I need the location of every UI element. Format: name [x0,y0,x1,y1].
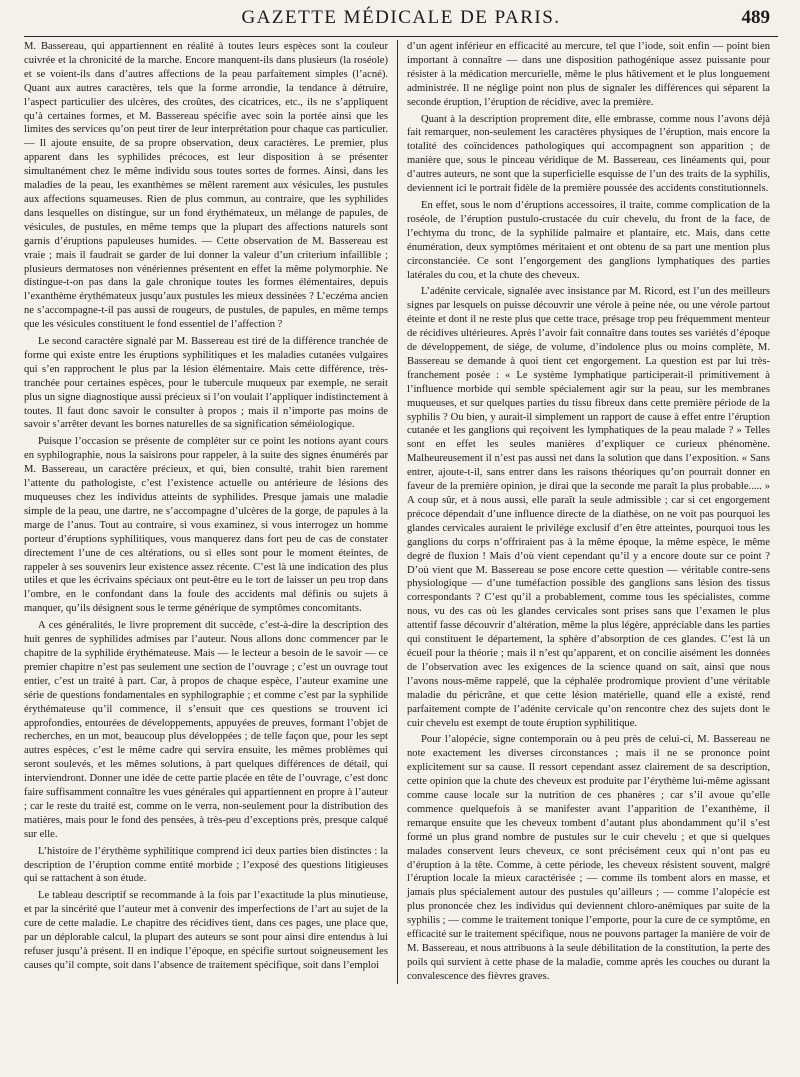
paragraph: Pour l’alopécie, signe contemporain ou à peu près de celui-ci, M. Bassereau ne note exactement les diverses circonstances ; mais il ne se prononce point explicitement sur sa cause. Il ressort cependant assez clairement de sa description, cette opinion que la chute des cheveux est produite par l’érythème lui-même agissant comme cause locale sur la nutrition de ces phanères ; car s’il avoue qu’elle commence quelquefois à se manifester avant l’apparition de l’exanthème, il remarque ensuite que les cheveux tombent d’autant plus abondamment qu’il s’est formé un plus grand nombre de pustules sur le cuir chevelu ; et que si quelques malades conservent leurs cheveux, ce sont précisément ceux qui n’ont pas eu d’éruption à la tête. Comme, à cette période, les cheveux résistent souvent, malgré l’éruption locale la mieux caractérisée ; — comme ils tombent alors en masse, et jamais plus spécialement autour des pustules qu’ailleurs ; — comme l’alopécie est plus prononcée chez les individus qui deviennent chloro-anémiques par suite de la syphilis ; — comme le traitement tonique l’emporte, pour la cure de ce symptôme, en efficacité sur le traitement spécifique, nous ne pouvons partager la manière de voir de M. Bassereau, et nous attribuons à la seule débilitation de la constitution, la perte des poils qui survient à cette phase de la maladie, comme après les couches ou durant la convalescence des fièvres graves. [407,734,770,982]
text-columns [24,40,778,984]
paragraph: Quant à la description proprement dite, elle embrasse, comme nous l’avons déjà fait remarquer, non-seulement les caractères physiques de l’éruption, mais encore la totalité des coïncidences pathologiques qui accompagnent son apparition ; de manière que, sous le pinceau véridique de M. Bassereau, ces linéaments qui, pour d’autres auteurs, ne sont que la superficielle esquisse de l’un des traits de la syphilis, deviennent ici le portrait fidèle de la première poussée des accidents constitutionnels. [407,113,770,195]
paragraph: M. Bassereau, qui appartiennent en réalité à toutes leurs espèces sont la couleur cuivrée et la chronicité de la marche. Encore manquent-ils dans plusieurs (la roséole) et se voient-ils dans d’autres affections de la peau parfaitement simples (l’acné). Quant aux autres caractères, tels que la forme arrondie, la tendance à détruire, l’aspect particulier des ulcères, des croûtes, des cicatrices, etc., ils ne s’appliquent qu’à certaines formes, et M. Bassereau spécifie avec soin la portée ainsi que les limites des services qu’on peut tirer de leur interprétation pour chaque cas particulier. — Il ajoute ensuite, de sa propre observation, deux caractères. Le premier, plus apparent dans les syphilides précoces, est leur disposition à se présenter simultanément chez le même individu sous toutes sortes de formes. Ainsi, dans les maladies de la peau, les exanthèmes se mêlent rarement aux vésicules, les pustules aux affections squameuses. Rien de plus commun, au contraire, que les syphilides dans lesquelles on distingue, sur un fond érythémateux, un mélange de papules, de vésicules, de pustules, en même temps que la plupart des affections naturels sont garnis d’éruptions papuleuses humides. — Cette observation de M. Bassereau est vraie ; mais il faudrait se garder de lui donner la valeur d’un criterium infaillible ; plusieurs dermatoses non vénériennes présentent en effet la même polymorphie. Ne distingue-t-on pas dans la gale chronique toutes les formes élémentaires, depuis l’exanthème érythémateux jusqu’aux pustules les mieux dessinées ? L’eczéma ancien ne s’accompagne-t-il pas aussi de rougeurs, de pustules, de papules, en même temps que les vésicules constituent le fond essentiel de l’affection ? [24,41,388,331]
right-column [397,40,770,984]
left-column [24,40,397,984]
masthead [24,0,778,37]
running-title: GAZETTE MÉDICALE DE PARIS. [241,7,561,28]
paragraph: d’un agent inférieur en efficacité au mercure, tel que l’iode, soit enfin — point bien important à connaître — dans une disposition pathogénique assez puissante pour résister à la médication mercurielle, même le plus hâtivement et le plus longuement administrée. Il ne néglige point non plus de signaler les différences qui séparent la seconde éruption, l’éruption de récidive, avec la première. [407,41,770,108]
page-number: 489 [741,7,770,28]
paragraph: Le tableau descriptif se recommande à la fois par l’exactitude la plus minutieuse, et par la sincérité que l’auteur met à convenir des imperfections de l’art au sujet de la cure de cette maladie. Le chapitre des récidives tient, dans ces pages, une place que, par un déplorable calcul, la plupart des auteurs se sont pour ainsi dire entendus à lui refuser jusqu’à présent. Il en indique l’époque, en spécifie surtout soigneusement les causes qu’il compte, soit dans l’absence de traitement spécifique, soit dans l’emploi [24,890,388,971]
paragraph: L’histoire de l’érythème syphilitique comprend ici deux parties bien distinctes : la description de l’éruption comme entité morbide ; l’exposé des questions litigieuses qui se rattachent à son étude. [24,845,388,885]
paragraph: L’adénite cervicale, signalée avec insistance par M. Ricord, est l’un des meilleurs signes par lesquels on puisse découvrir une vérole à peine née, ou une vérole partout éteinte et dont il ne reste plus que cette trace, présage trop peu fréquemment menteur de récidives ultérieures. Après l’avoir fait connaître dans toutes ses variétés d’époque de développement, de siége, de volume, d’indolence plus ou moins complète, M. Bassereau se demande à quoi tient cet engorgement. La question est par lui très-franchement posée : « Le système lymphatique participerait-il primitivement à l’influence morbide qui semble spécialement agir sur la peau, sur les membranes muqueuses, et sur quelques parties du tissu fibreux dans cette première période de la syphilis ? Ou bien, y aurait-il simplement un rapport de cause à effet entre l’éruption cutanée et les ganglions qui reçoivent les lymphatiques de la peau malade ? » Telles sont en effet les seules manières d’expliquer ce curieux phénomène. Malheureusement il n’est pas aussi net dans la solution que dans l’exposition. « Sans entrer, ajoute-t-il, sans entrer dans les raisons théoriques qu’on pourrait donner en faveur de la première opinion, je dirai que la seconde me paraît la plus probable..... » A coup sûr, et à nous aussi, elle paraît la seule admissible ; car si cet engorgement précoce dépendait d’une influence directe de la diathèse, on ne voit pas pourquoi les glandes cervicales auraient le privilége exclusif d’en être atteintes, pourquoi tous les ganglions du corps n’offriraient pas à la même époque, la même espèce, le même degré de fluxion ! Mais d’où vient cependant qu’il y a encore doute sur ce point ? D’où vient que M. Bassereau se pose encore cette question — véritable contre-sens physiologique — d’une tuméfaction possible des ganglions sans lésion des tissus correspondants ? C’est qu’il a probablement, comme tous les spécialistes, comme nous, vu des cas où les glandes cervicales sont prises sans que l’examen le plus attentif fasse découvrir d’altération, même la plus légère, appréciable dans les parties qui constituent le département, la sphère d’absorption de ces glandes. C’est là un écueil pour la théorie ; mais il n’est qu’apparent, et on concilie aisément les données de l’observation avec les exigences de la science quand on sait, ainsi que nous l’avons nous-même rappelé, que la céphalée prodromique provient d’une véritable maladie du péricrâne, et que cette lésion matérielle, quand elle a existé, rend parfaitement compte de l’adénite cervicale qu’on rencontre chez des sujets dont le cuir chevelu est exempt de toute éruption syphilitique. [407,286,770,729]
paragraph: Le second caractère signalé par M. Bassereau est tiré de la différence tranchée de forme qui existe entre les éruptions syphilitiques et les maladies cutanées vulgaires qui s’en rapprochent le plus par la lésion élémentaire. Mais cette différence, très-tranchée pour certaines espèces, pour le tubercule muqueux par exemple, ne serait plus un signe diagnostique aussi précieux si l’on voulait l’appliquer indistinctement à toutes. Il faut donc savoir le consulter à propos ; mais il n’importe pas moins de savoir s’arrêter devant les bornes naturelles de sa signification séméiologique. [24,336,388,431]
paragraph: En effet, sous le nom d’éruptions accessoires, il traite, comme complication de la roséole, de l’éruption pustulo-crustacée du cuir chevelu, du front de la face, de l’echtyma du tronc, de la syphilide palmaire et plantaire, etc. Mais, dans cette énumération, deux symptômes méritaient et ont obtenu de sa part une mention plus circonstanciée. Ce sont l’engorgement des ganglions lymphatiques des parties latérales du cou, et la chute des cheveux. [407,199,770,281]
paragraph: Puisque l’occasion se présente de compléter sur ce point les notions ayant cours en syphilographie, nous la saisirons pour rappeler, à la suite des signes énumérés par M. Bassereau, un caractère précieux, et qui, bien consulté, trahit bien rarement l’attente du pathologiste, c’est l’existence actuelle ou antérieure de lésions des muqueuses chez les individus atteints de syphilides. Presque jamais une maladie simple de la peau, une dartre, ne s’accompagne d’ulcères de la gorge, de papules à la marge de l’anus. Tout au contraire, si vous examinez, si vous interrogez un homme porteur d’éruptions syphilitiques, vous manquerez dans fort peu de cas de constater directement l’une de ces altérations, ou si elles sont pour le moment éteintes, de rappeler à ses souvenirs leur existence assez récente. C’est là une indication des plus utiles et que les écrivains spéciaux ont peut-être eu le tort de laisser un peu trop dans l’ombre, en le confondant dans la foule des accidents mal définis ou sujets à manquer, qu’ils désignent sous le terme générique de symptômes concomitants. [24,436,388,615]
paragraph: A ces généralités, le livre proprement dit succède, c’est-à-dire la description des huit genres de syphilides admises par l’auteur. Nous allons donc commencer par le chapitre de la syphilide érythémateuse. Mais — le lecteur a besoin de le savoir — ce premier chapitre n’est pas seulement une section de l’ouvrage ; c’est un ouvrage tout entier, c’est un traité à part. Car, à propos de chaque espèce, l’auteur examine une série de questions fondamentales en syphilographie ; et comme c’est par la syphilide érythémateuse qu’il commence, il s’ensuit que ces questions se trouvent ici approfondies, entourées de développements, appuyées de preuves, formant l’objet de recherches, en un mot, beaucoup plus développées ; de telle façon que, pour les sept autres espèces, c’est le même cadre qui servira ensuite, les mêmes problèmes qui seront soulevés, et les mêmes solutions, à part quelques différences de détail, qui interviendront. Donner une idée de cette partie placée en tête de l’ouvrage, c’est donc faire suffisamment connaître les vues générales qui appartiennent en propre à l’auteur ; car le reste du traité est, comme on le verra, non-seulement pour la distribution des matières, mais pour le fond des pensées, à très-peu d’exceptions près, presque calqué sur elle. [24,620,388,840]
